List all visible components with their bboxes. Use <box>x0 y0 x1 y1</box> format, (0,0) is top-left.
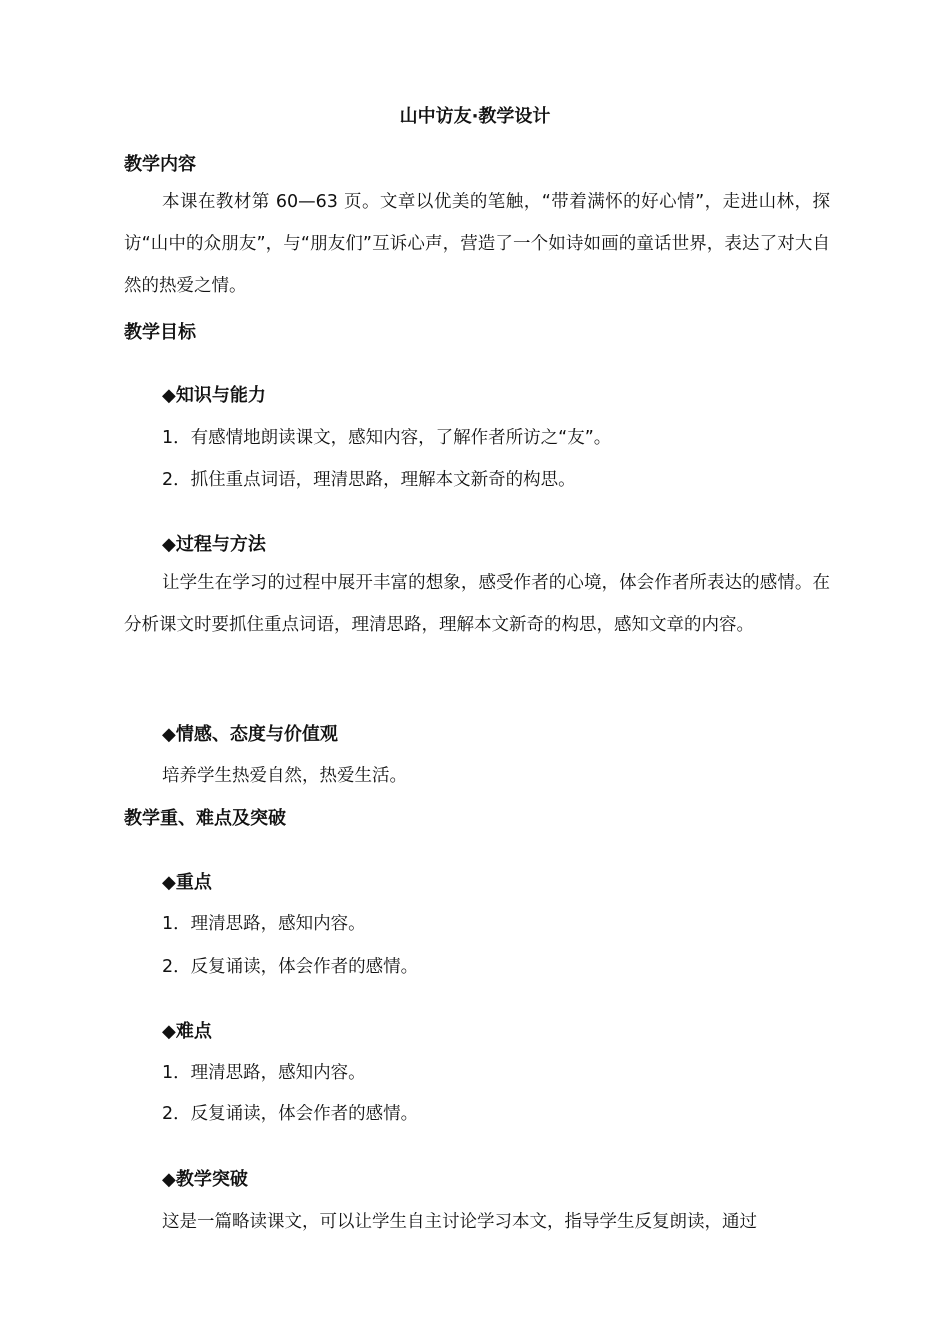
focus-item-1: 1．理清思路，感知内容。 <box>162 914 366 934</box>
heading-knowledge-ability: ◆知识与能力 <box>162 385 266 406</box>
knowledge-item-1: 1．有感情地朗读课文，感知内容，了解作者所访之“友”。 <box>162 428 612 448</box>
process-paragraph: 让学生在学习的过程中展开丰富的想象，感受作者的心境，体会作者所表达的感情。在分析课文时要抓住重点词语，理清思路，理解本文新奇的构思，感知文章的内容。 <box>124 573 830 635</box>
heading-emotion-values: ◆情感、态度与价值观 <box>162 724 338 745</box>
content-paragraph: 本课在教材第 60—63 页。文章以优美的笔触，“带着满怀的好心情”，走进山林，探访“山中的众朋友”，与“朋友们”互诉心声，营造了一个如诗如画的童话世界，表达了对大自然的热爱之情。 <box>124 192 830 296</box>
difficulty-item-1: 1．理清思路，感知内容。 <box>162 1063 366 1083</box>
heading-teaching-content: 教学内容 <box>124 154 196 175</box>
heading-focus: ◆重点 <box>162 872 212 893</box>
heading-difficulty: ◆难点 <box>162 1021 212 1042</box>
difficulty-item-2: 2．反复诵读，体会作者的感情。 <box>162 1104 419 1124</box>
emotion-text: 培养学生热爱自然，热爱生活。 <box>162 766 407 786</box>
document-title: 山中访友·教学设计 <box>399 106 551 127</box>
breakthrough-text: 这是一篇略读课文，可以让学生自主讨论学习本文，指导学生反复朗读，通过 <box>162 1212 757 1232</box>
focus-item-2: 2．反复诵读，体会作者的感情。 <box>162 957 419 977</box>
heading-key-points: 教学重、难点及突破 <box>124 808 286 829</box>
heading-process-method: ◆过程与方法 <box>162 534 266 555</box>
heading-breakthrough: ◆教学突破 <box>162 1169 248 1190</box>
heading-teaching-goals: 教学目标 <box>124 322 196 343</box>
knowledge-item-2: 2．抓住重点词语，理清思路，理解本文新奇的构思。 <box>162 470 576 490</box>
